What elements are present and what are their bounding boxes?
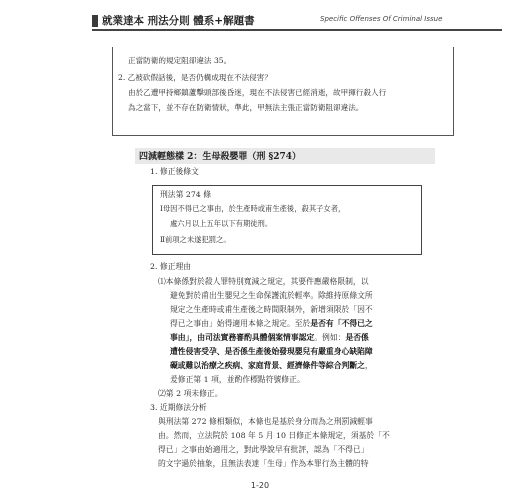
reason-para-2: ⑵第 2 項未修正。 [158,389,223,398]
section-heading [135,148,435,164]
page-number: 1-20 [250,481,270,490]
reason-line-5-bold: 事由」，由司法實務審酌具體個案情事認定 [170,333,315,342]
analysis-line-4: 的文字過於抽象，且無法表達「生母」作為本罪行為主體的特 [158,459,369,468]
analysis-line-1: 與刑法第 272 條相類似，本條也是基於身分而為之刑罰減輕事 [158,417,373,426]
reason-line-4 [170,318,373,329]
header-marker [92,15,98,27]
item-2-label: 2. 修正理由 [150,262,192,271]
reason-line-8: 爰修正第 1 項，並酌作標點符號修正。 [170,375,305,384]
reason-line-5-plain: 。例如： [314,333,346,342]
reason-line-7-bold: 礙或難以治療之疾病、家庭背景、經濟條件等綜合判斷之 [170,361,365,370]
reason-line-7 [170,360,373,371]
item-1-label: 1. 修正後條文 [150,167,199,176]
reason-line-4-bold: 是否有「不得已之 [310,319,373,328]
reason-line-6: 遭性侵害受孕、是否係生產後始發現嬰兒有嚴重身心缺陷障 [170,347,373,356]
header-rule [92,29,502,31]
reason-line-7-plain: ， [364,361,373,370]
reason-line-4-plain: 得已之事由」始得適用本條之規定。至於 [170,319,311,328]
analysis-line-3: 得已」之事由始適用之，對此學說早有批評，認為「不得已」 [158,445,369,454]
analysis-line-2: 由。然而，立法院於 108 年 5 月 10 日修正本條規定，須基於「不 [158,431,390,440]
law-line-2: 處六月以上五年以下有期徒刑。 [170,219,273,228]
reason-line-5-bold-2: 是否係 [345,333,369,342]
reason-line-1: ⑴本條係對於殺人罪特別寬減之規定，其要件應嚴格限制，以 [158,277,369,286]
reason-line-3: 規定之生產時或甫生產後之時間限制外，新增須限於「因不 [170,305,373,314]
answer-line-4: 為之當下，並不存在防衛情狀，準此，甲無法主張正當防衛阻卻違法。 [128,103,364,112]
answer-line-2: 2. 乙被砍假話後，是否仍構成現在不法侵害？ [118,73,272,82]
law-line-1: Ⅰ母因不得已之事由，於生產時或甫生產後，殺其子女者， [160,204,346,213]
answer-line-3: 由於乙遭甲持鄉鎮蘆擊頭部後昏迷，現在不法侵害已經消逝，故甲揮行殺人行 [128,88,387,97]
answer-line-1: 正當防衛的規定阻卻違法 35。 [128,56,232,65]
book-subtitle: Specific Offenses Of Criminal Issue [320,15,443,23]
item-3-label: 3. 近期修法分析 [150,403,207,412]
reason-line-2: 避免對於甫出生嬰兒之生命保護流於輕率。除維持原條文所 [170,291,373,300]
section-heading-text: 四減輕態樣 2：生母殺嬰罪（刑 §274） [139,152,302,162]
running-header [92,12,502,46]
law-line-3: Ⅱ前項之未遂犯罰之。 [160,235,231,244]
book-title: 就業達本 刑法分則 體系+解題書 [102,15,255,27]
reason-line-5 [170,332,369,343]
law-title: 刑法第 274 條 [160,190,212,199]
